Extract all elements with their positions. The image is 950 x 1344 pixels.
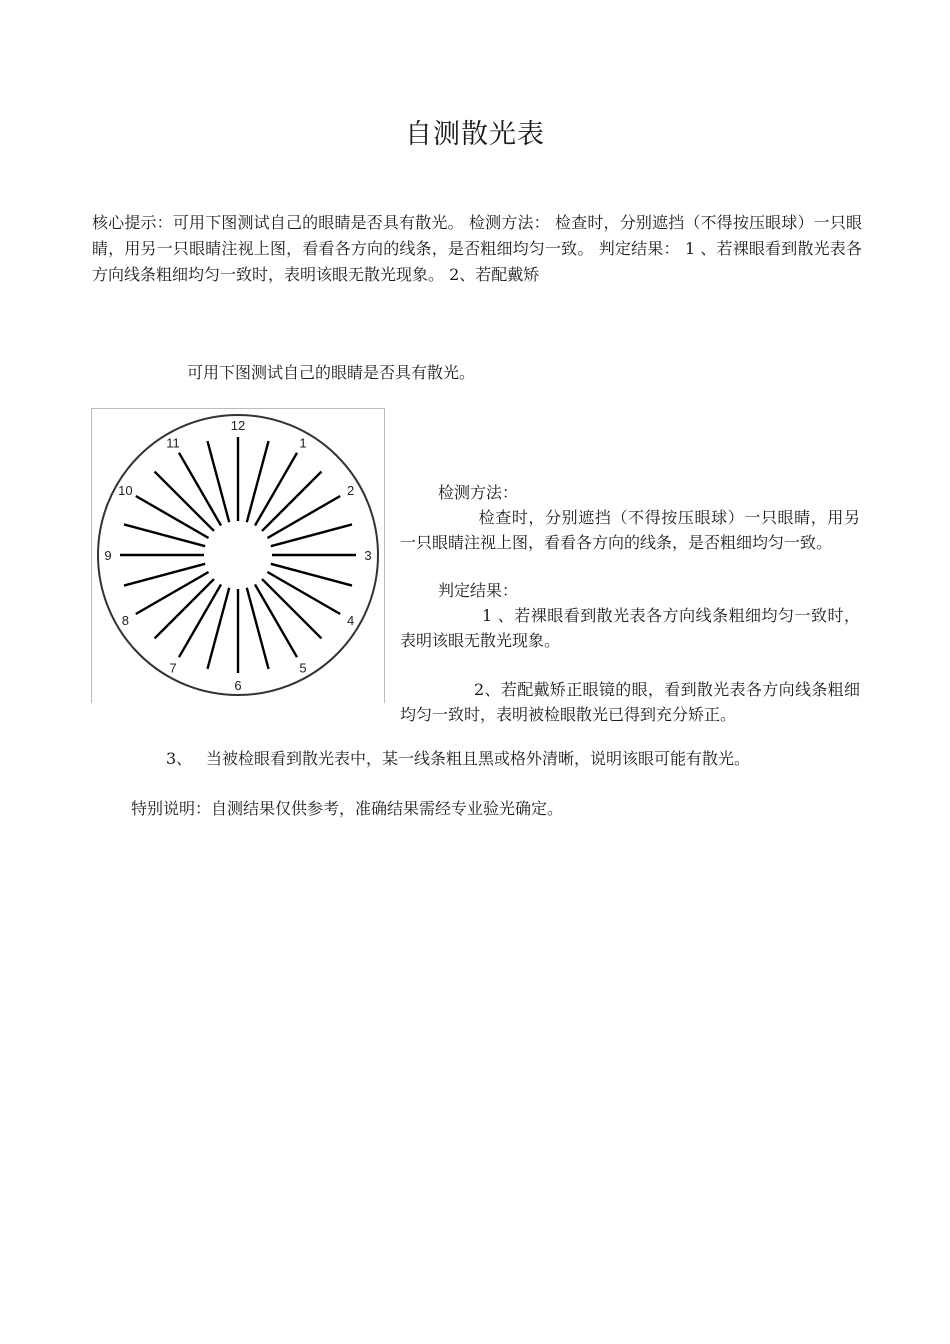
method-title: 检测方法： (438, 483, 519, 502)
result-item-1-text: 1 、若裸眼看到散光表各方向线条粗细均匀一致时，表明该眼无散光现象。 (400, 606, 860, 650)
dial-clock-label: 6 (234, 678, 242, 693)
result-item-3 (166, 746, 750, 769)
dial-clock-label: 4 (346, 613, 355, 628)
result-item-3-text: 当被检眼看到散光表中，某一线条粗且黑或格外清晰，说明该眼可能有散光。 (206, 749, 751, 768)
dial-clock-label: 2 (346, 483, 355, 498)
result-item-2-text: 2、若配戴矫正眼镜的眼，看到散光表各方向线条粗细均匀一致时，表明被检眼散光已得到充分矫正。 (400, 680, 860, 724)
dial-line (262, 472, 321, 531)
summary-paragraph: 核心提示：可用下图测试自己的眼睛是否具有散光。 检测方法： 检查时，分别遮挡（不得按压眼球）一只眼睛，用另一只眼睛注视上图，看看各方向的线条，是否粗细均匀一致。 判定结果： 1 、若裸眼看到散光表各方向线条粗细均匀一致时，表明该眼无散光现象。 2、若配戴矫 (92, 213, 862, 284)
method-body (400, 505, 860, 555)
astigmatism-dial (92, 409, 384, 703)
intro-text: 可用下图测试自己的眼睛是否具有散光。 (187, 363, 476, 382)
result-item-2 (400, 677, 860, 727)
dial-clock-label: 8 (121, 613, 130, 628)
dial-line (262, 579, 321, 638)
dial-clock-label: 10 (118, 483, 133, 498)
result-item-3-number: 3、 (166, 749, 193, 768)
dial-clock-label: 11 (166, 435, 180, 451)
dial-line (155, 472, 214, 531)
result-item-1 (400, 603, 860, 653)
dial-clock-label: 12 (230, 418, 246, 433)
dial-clock-label: 1 (299, 435, 307, 451)
dial-clock-label: 7 (169, 660, 177, 676)
result-title: 判定结果： (438, 581, 519, 600)
dial-line (155, 579, 214, 638)
special-note: 特别说明：自测结果仅供参考，准确结果需经专业验光确定。 (131, 799, 564, 818)
method-body-text: 检查时，分别遮挡（不得按压眼球）一只眼睛，用另一只眼睛注视上图，看看各方向的线条，是否粗细均匀一致。 (400, 508, 860, 552)
astigmatism-chart (91, 408, 385, 703)
dial-clock-label: 5 (299, 660, 307, 676)
dial-clock-label: 9 (104, 548, 112, 563)
dial-clock-label: 3 (364, 548, 372, 563)
page-title: 自测散光表 (405, 119, 545, 150)
